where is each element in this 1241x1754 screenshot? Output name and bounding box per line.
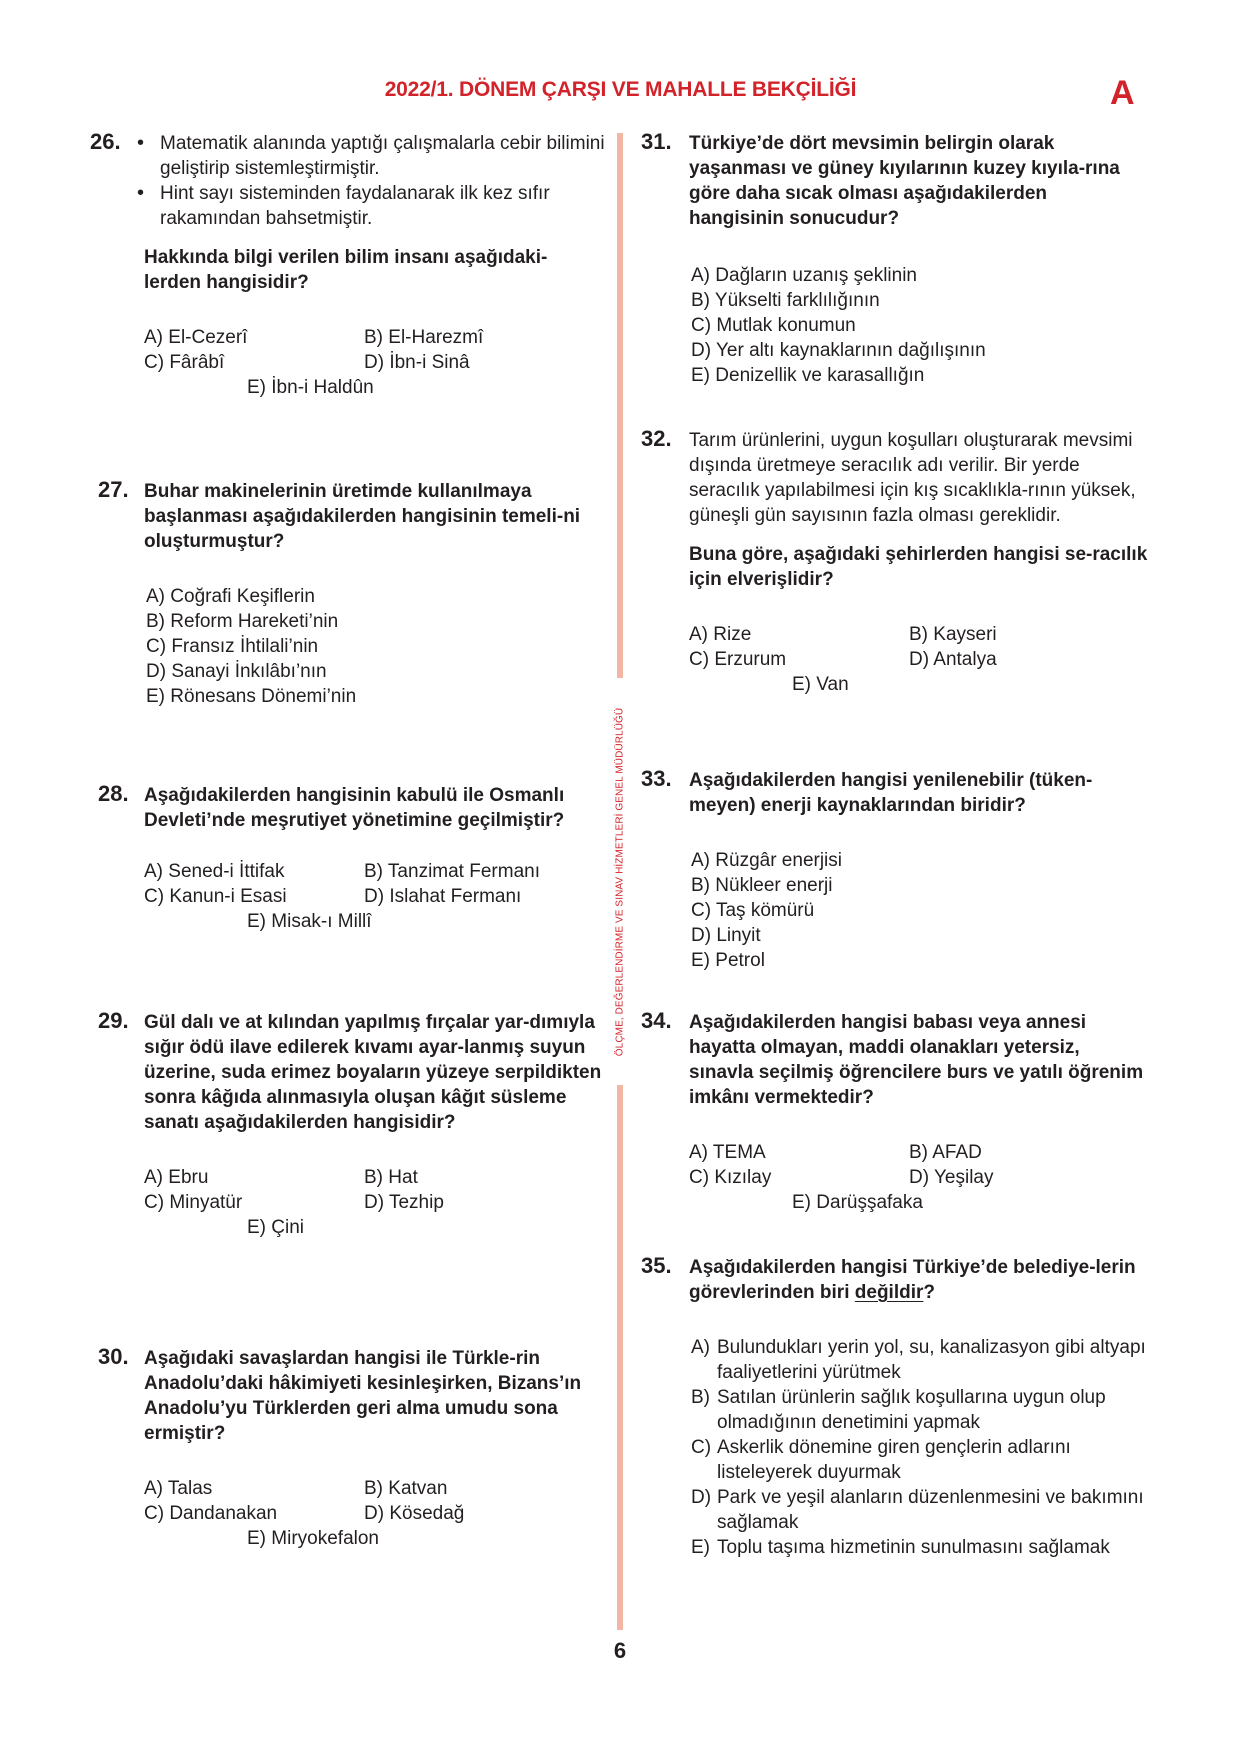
option-letter: B) xyxy=(691,1387,710,1408)
option-d[interactable]: D) İbn-i Sinâ xyxy=(364,352,470,373)
question-26 xyxy=(90,131,610,400)
stem-punct: ? xyxy=(923,1282,935,1303)
option-d[interactable]: D) Antalya xyxy=(909,649,997,670)
question-stem: Hakkında bilgi verilen bilim insanı aşağıdaki-lerden hangisidir? xyxy=(144,247,548,293)
option-b[interactable]: B) El-Harezmî xyxy=(364,327,484,348)
option-b[interactable]: B) Hat xyxy=(364,1167,418,1188)
info-bullets xyxy=(134,131,610,231)
question-number: 28. xyxy=(98,781,129,806)
question-35 xyxy=(641,1255,1161,1560)
question-number: 27. xyxy=(98,477,129,502)
stem-negation-emphasis: değildir xyxy=(854,1282,924,1303)
question-32 xyxy=(641,428,1161,697)
option-d[interactable] xyxy=(691,1485,1161,1535)
booklet-type: A xyxy=(1110,74,1135,112)
column-divider-top xyxy=(617,133,623,678)
exam-title: 2022/1. DÖNEM ÇARŞI VE MAHALLE BEKÇİLİĞİ xyxy=(384,78,857,101)
option-text: Bulundukları yerin yol, su, kanalizasyon gibi altyapı faaliyetlerini yürütmek xyxy=(717,1337,1146,1383)
option-c[interactable]: C) Mutlak konumun xyxy=(691,315,856,336)
question-stem xyxy=(689,1255,1149,1305)
question-number: 33. xyxy=(641,766,672,791)
option-c[interactable]: C) Erzurum xyxy=(689,649,787,670)
option-text: Askerlik dönemine giren gençlerin adlarını listeleyerek duyurmak xyxy=(717,1437,1071,1483)
option-a[interactable]: A) Rüzgâr enerjisi xyxy=(691,850,842,871)
option-text: Toplu taşıma hizmetinin sunulmasını sağlamak xyxy=(717,1537,1110,1558)
option-e[interactable]: E) Miryokefalon xyxy=(247,1528,379,1549)
option-d[interactable]: D) Islahat Fermanı xyxy=(364,886,522,907)
options xyxy=(144,1476,614,1551)
option-c[interactable]: C) Fransız İhtilali’nin xyxy=(146,636,319,657)
options xyxy=(144,325,614,400)
option-e[interactable]: E) Rönesans Dönemi’nin xyxy=(146,686,357,707)
question-stem: Aşağıdakilerden hangisi babası veya annesi hayatta olmayan, maddi olanakları yetersiz, sınavla seçilmiş öğrencilere burs ve yatılı öğrenim imkânı vermektedir? xyxy=(689,1012,1144,1108)
options xyxy=(689,1140,1159,1215)
question-stem: Aşağıdakilerden hangisinin kabulü ile Osmanlı Devleti’nde meşrutiyet yönetimine geçilmiştir? xyxy=(144,785,565,831)
option-d[interactable]: D) Yer altı kaynaklarının dağılışının xyxy=(691,340,986,361)
option-e[interactable] xyxy=(691,1535,1161,1560)
option-b[interactable]: B) AFAD xyxy=(909,1142,982,1163)
publisher-side-text: ÖLÇME, DEĞERLENDİRME VE SINAV HİZMETLERİ GENEL MÜDÜRLÜĞÜ xyxy=(614,707,626,1057)
options xyxy=(691,848,1161,973)
option-b[interactable]: B) Yükselti farklılığının xyxy=(691,290,880,311)
option-d[interactable]: D) Linyit xyxy=(691,925,761,946)
option-c[interactable]: C) Kanun-i Esasi xyxy=(144,886,287,907)
question-number: 30. xyxy=(98,1344,129,1369)
option-e[interactable]: E) Darüşşafaka xyxy=(792,1192,923,1213)
page-number: 6 xyxy=(613,1638,627,1663)
option-a[interactable]: A) Rize xyxy=(689,624,752,645)
option-b[interactable]: B) Nükleer enerji xyxy=(691,875,833,896)
option-b[interactable]: B) Katvan xyxy=(364,1478,448,1499)
question-passage: Tarım ürünlerini, uygun koşulları oluşturarak mevsimi dışında üretmeye seracılık adı verilir. Bir yerde seracılık yapılabilmesi için kış sıcaklıkla-rının yüksek, güneşli gün sayısının fazla olması gereklidir. xyxy=(689,430,1136,526)
option-c[interactable]: C) Fârâbî xyxy=(144,352,225,373)
options xyxy=(691,263,1161,388)
question-stem: Türkiye’de dört mevsimin belirgin olarak yaşanması ve güney kıyılarının kuzey kıyıla-rına göre daha sıcak olması aşağıdakilerden hangisinin sonucudur? xyxy=(689,133,1120,229)
question-stem: Buhar makinelerinin üretimde kullanılmaya başlanması aşağıdakilerden hangisinin temeli-ni oluşturmuştur? xyxy=(144,481,581,552)
question-stem: Aşağıdakilerden hangisi yenilenebilir (tüken-meyen) enerji kaynaklarından biridir? xyxy=(689,770,1093,816)
option-letter: D) xyxy=(691,1487,712,1508)
question-number: 31. xyxy=(641,129,672,154)
question-31 xyxy=(641,131,1161,388)
option-e[interactable]: E) Denizellik ve karasallığın xyxy=(691,365,925,386)
option-a[interactable]: A) Sened-i İttifak xyxy=(144,861,285,882)
option-e[interactable]: E) Petrol xyxy=(691,950,765,971)
options xyxy=(689,622,1159,697)
option-a[interactable]: A) Dağların uzanış şeklinin xyxy=(691,265,917,286)
option-c[interactable]: C) Minyatür xyxy=(144,1192,243,1213)
option-b[interactable]: B) Tanzimat Fermanı xyxy=(364,861,540,882)
question-28 xyxy=(98,783,618,934)
question-number: 26. xyxy=(90,129,121,154)
option-c[interactable]: C) Dandanakan xyxy=(144,1503,278,1524)
question-33 xyxy=(641,768,1161,973)
question-stem: Gül dalı ve at kılından yapılmış fırçalar yar-dımıyla sığır ödü ilave edilerek kıvamı ayar-lanmış suyun üzerine, suda erimez boyaların yüzeye serpildikten sonra kâğıda alınmasıyla oluşan kâğıt süsleme sanatı aşağıdakilerden hangisidir? xyxy=(144,1012,602,1133)
question-stem: Buna göre, aşağıdaki şehirlerden hangisi se-racılık için elverişlidir? xyxy=(689,544,1148,590)
option-a[interactable]: A) El-Cezerî xyxy=(144,327,248,348)
question-stem: Aşağıdaki savaşlardan hangisi ile Türkle-rin Anadolu’daki hâkimiyeti kesinleşirken, Bizans’ın Anadolu’yu Türklerden geri alma umudu sona ermiştir? xyxy=(144,1348,582,1444)
option-e[interactable]: E) Çini xyxy=(247,1217,305,1238)
option-b[interactable]: B) Reform Hareketi’nin xyxy=(146,611,339,632)
question-number: 35. xyxy=(641,1253,672,1278)
option-b[interactable] xyxy=(691,1385,1161,1435)
question-number: 34. xyxy=(641,1008,672,1033)
option-c[interactable]: C) Taş kömürü xyxy=(691,900,815,921)
options xyxy=(144,859,614,934)
options xyxy=(691,1335,1161,1560)
option-a[interactable]: A) Talas xyxy=(144,1478,213,1499)
option-d[interactable]: D) Sanayi İnkılâbı’nın xyxy=(146,661,327,682)
bullet-item: • Hint sayı sisteminden faydalanarak ilk kez sıfır rakamından bahsetmiştir. xyxy=(134,181,610,231)
option-e[interactable]: E) İbn-i Haldûn xyxy=(247,377,374,398)
option-a[interactable]: A) Ebru xyxy=(144,1167,209,1188)
options xyxy=(146,584,608,709)
question-number: 32. xyxy=(641,426,672,451)
option-b[interactable]: B) Kayseri xyxy=(909,624,997,645)
option-d[interactable]: D) Yeşilay xyxy=(909,1167,994,1188)
option-d[interactable]: D) Tezhip xyxy=(364,1192,444,1213)
question-34 xyxy=(641,1010,1161,1215)
option-text: Park ve yeşil alanların düzenlenmesini ve bakımını sağlamak xyxy=(717,1487,1144,1533)
question-30 xyxy=(98,1346,618,1551)
option-letter: A) xyxy=(691,1337,710,1358)
option-letter: E) xyxy=(691,1537,710,1558)
option-a[interactable] xyxy=(691,1335,1161,1385)
option-e[interactable]: E) Van xyxy=(792,674,849,695)
option-text: Satılan ürünlerin sağlık koşullarına uygun olup olmadığının denetimini yapmak xyxy=(717,1387,1106,1433)
stem-text: Aşağıdakilerden hangisi Türkiye’de belediye-lerin görevlerinden biri xyxy=(689,1257,1136,1303)
question-number: 29. xyxy=(98,1008,129,1033)
bullet-item: • Matematik alanında yaptığı çalışmalarla cebir bilimini geliştirip sistemleştirmiştir. xyxy=(134,131,610,181)
question-29 xyxy=(98,1010,618,1240)
option-e[interactable]: E) Misak-ı Millî xyxy=(247,911,372,932)
option-c[interactable]: C) Kızılay xyxy=(689,1167,772,1188)
options xyxy=(144,1165,614,1240)
option-letter: C) xyxy=(691,1437,712,1458)
option-d[interactable]: D) Kösedağ xyxy=(364,1503,465,1524)
question-27 xyxy=(98,479,608,709)
option-c[interactable] xyxy=(691,1435,1161,1485)
option-a[interactable]: A) TEMA xyxy=(689,1142,766,1163)
option-a[interactable]: A) Coğrafi Keşiflerin xyxy=(146,586,315,607)
